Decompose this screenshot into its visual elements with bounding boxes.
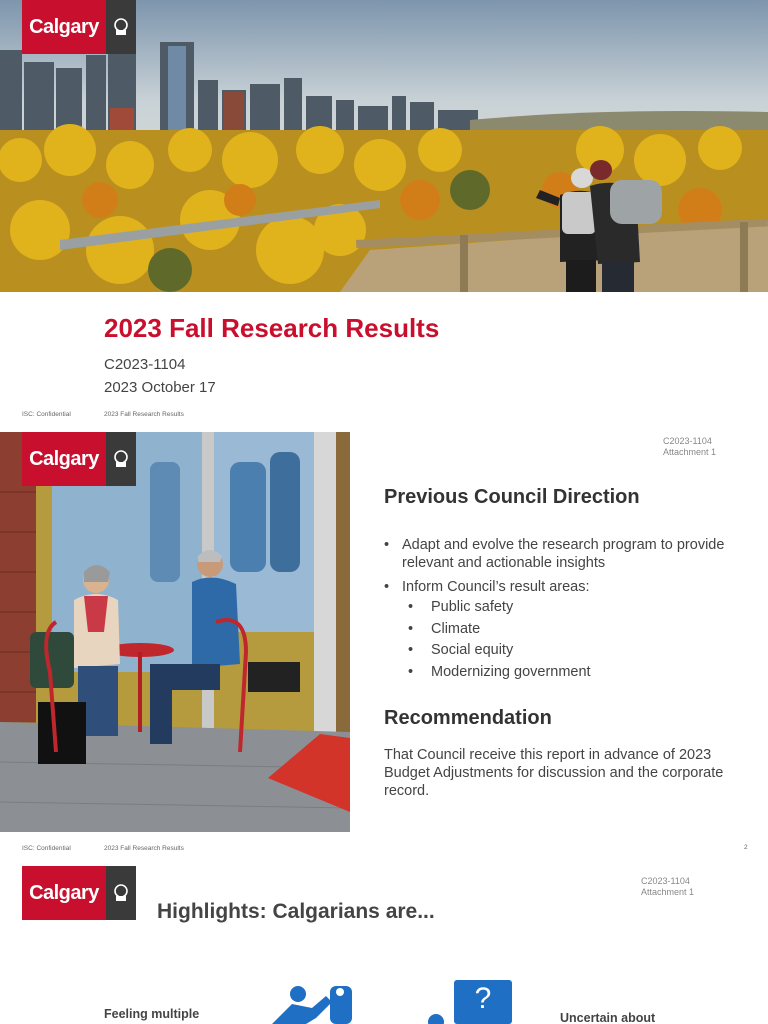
council-direction-slide xyxy=(0,432,768,864)
result-areas-list xyxy=(402,598,722,684)
list-item: • Public safety xyxy=(402,598,722,616)
footer-title: 2023 Fall Research Results xyxy=(104,411,184,418)
calgary-logo-text: Calgary xyxy=(22,432,106,486)
calgary-logo xyxy=(22,0,136,54)
city-crest-icon xyxy=(106,866,136,920)
slide-reference xyxy=(663,436,716,458)
question-mark-icon xyxy=(428,980,514,1024)
calgary-logo-text: Calgary xyxy=(22,866,106,920)
calgary-logo-text: Calgary xyxy=(22,0,106,54)
presentation-title: 2023 Fall Research Results xyxy=(104,313,440,343)
recommendation-text: That Council receive this report in advance of 2023 Budget Adjustments for discussion and the corporate record. xyxy=(384,747,724,799)
highlight-text-left: Feeling multiple xyxy=(104,1007,200,1021)
footer-confidential: ISC: Confidential xyxy=(22,411,71,418)
question-mark-glyph: ? xyxy=(474,982,492,1015)
list-item: • Social equity xyxy=(402,641,722,659)
report-date: 2023 October 17 xyxy=(104,379,216,396)
footer-confidential: ISC: Confidential xyxy=(22,845,71,852)
reference-attachment: Attachment 1 xyxy=(641,887,695,897)
reference-attachment: Attachment 1 xyxy=(663,447,717,457)
list-item: • Inform Council’s result areas: xyxy=(384,578,744,596)
photo-couple-cafe xyxy=(0,432,350,832)
section-heading-recommendation: Recommendation xyxy=(384,707,552,729)
slide-reference xyxy=(641,876,694,898)
calgary-logo xyxy=(22,432,136,486)
person-struggling-icon xyxy=(266,982,356,1024)
list-item: • Modernizing government xyxy=(402,663,722,681)
page-number: 2 xyxy=(744,844,748,851)
list-item: • Adapt and evolve the research program to provide relevant and actionable insights xyxy=(384,536,744,572)
highlights-slide xyxy=(0,864,768,1024)
city-crest-icon xyxy=(106,432,136,486)
highlight-text-right: Uncertain about xyxy=(560,1011,656,1024)
report-code: C2023-1104 xyxy=(104,356,186,373)
reference-code: C2023-1104 xyxy=(663,436,712,446)
section-heading-direction: Previous Council Direction xyxy=(384,486,640,508)
title-slide xyxy=(0,0,768,432)
list-item: • Climate xyxy=(402,620,722,638)
highlights-title: Highlights: Calgarians are... xyxy=(157,900,435,923)
footer-title: 2023 Fall Research Results xyxy=(104,845,184,852)
calgary-logo xyxy=(22,866,136,920)
reference-code: C2023-1104 xyxy=(641,876,690,886)
city-crest-icon xyxy=(106,0,136,54)
direction-bullet-list xyxy=(384,536,744,602)
